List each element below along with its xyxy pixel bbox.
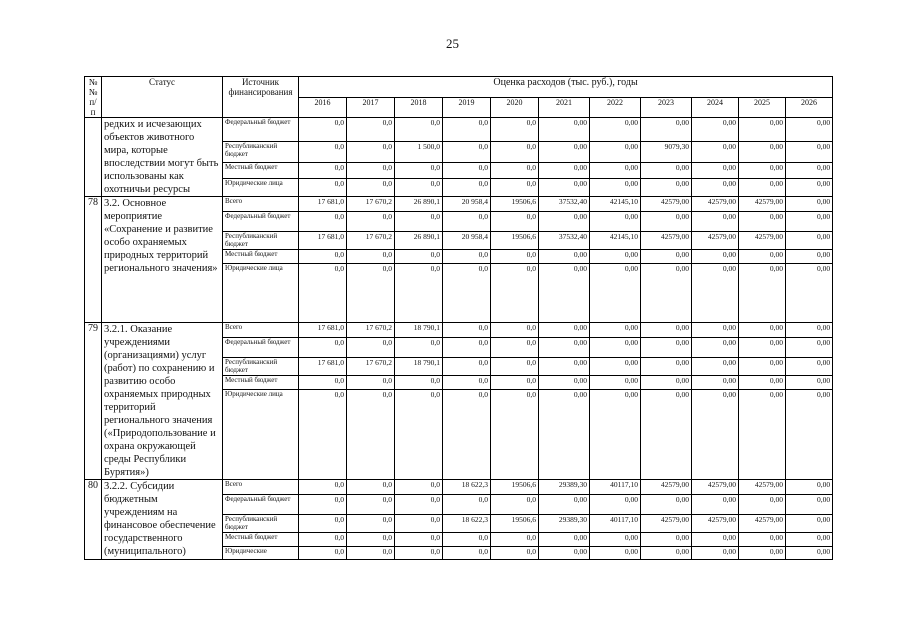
value-cell: 0,0 xyxy=(395,118,443,142)
value-cell: 0,0 xyxy=(299,376,347,390)
value-cell: 0,00 xyxy=(641,376,692,390)
value-cell: 0,00 xyxy=(641,390,692,480)
value-cell: 0,0 xyxy=(491,179,539,197)
value-cell: 0,0 xyxy=(299,495,347,515)
value-cell: 0,00 xyxy=(641,495,692,515)
value-cell: 0,00 xyxy=(739,358,786,376)
value-cell: 0,0 xyxy=(491,495,539,515)
row-number: 79 xyxy=(85,323,102,480)
value-cell: 0,00 xyxy=(692,118,739,142)
value-cell: 0,00 xyxy=(692,547,739,560)
value-cell: 0,0 xyxy=(395,264,443,323)
value-cell: 42145,10 xyxy=(590,197,641,212)
value-cell: 0,0 xyxy=(347,212,395,232)
value-cell: 0,0 xyxy=(395,547,443,560)
value-cell: 0,0 xyxy=(347,515,395,533)
value-cell: 0,00 xyxy=(739,547,786,560)
value-cell: 0,0 xyxy=(443,338,491,358)
value-cell: 0,00 xyxy=(590,264,641,323)
header-year: 2022 xyxy=(590,98,641,118)
value-cell: 0,00 xyxy=(739,338,786,358)
value-cell: 0,0 xyxy=(299,480,347,495)
header-year: 2019 xyxy=(443,98,491,118)
status-cell: 3.2.1. Оказание учреждениями (организациями) услуг (работ) по сохранению и развитию особо охраняемых природных территорий регионального значения («Природопользование и охрана окружающей среды Республики Бурятия») xyxy=(102,323,223,480)
value-cell: 0,0 xyxy=(491,323,539,338)
funding-source-cell: Местный бюджет xyxy=(223,250,299,264)
value-cell: 0,00 xyxy=(590,390,641,480)
funding-source-cell: Юридические лица xyxy=(223,179,299,197)
value-cell: 0,0 xyxy=(491,376,539,390)
value-cell: 0,00 xyxy=(590,162,641,179)
value-cell: 0,0 xyxy=(395,515,443,533)
value-cell: 0,00 xyxy=(786,250,833,264)
value-cell: 42579,00 xyxy=(692,232,739,250)
funding-source-cell: Федеральный бюджет xyxy=(223,338,299,358)
value-cell: 0,0 xyxy=(299,547,347,560)
value-cell: 0,0 xyxy=(491,547,539,560)
header-year: 2017 xyxy=(347,98,395,118)
value-cell: 0,0 xyxy=(347,338,395,358)
value-cell: 0,0 xyxy=(443,390,491,480)
value-cell: 0,00 xyxy=(641,250,692,264)
value-cell: 0,00 xyxy=(786,264,833,323)
funding-source-cell: Всего xyxy=(223,323,299,338)
value-cell: 29389,30 xyxy=(539,515,590,533)
value-cell: 0,0 xyxy=(491,533,539,547)
value-cell: 42579,00 xyxy=(739,515,786,533)
value-cell: 0,00 xyxy=(739,390,786,480)
value-cell: 0,00 xyxy=(539,323,590,338)
value-cell: 0,00 xyxy=(641,323,692,338)
funding-source-cell: Федеральный бюджет xyxy=(223,212,299,232)
value-cell: 17 670,2 xyxy=(347,323,395,338)
status-cell: 3.2. Основное мероприятие «Сохранение и развитие особо охраняемых природных территорий регионального значения» xyxy=(102,197,223,323)
value-cell: 0,0 xyxy=(347,250,395,264)
value-cell: 0,00 xyxy=(786,480,833,495)
value-cell: 0,00 xyxy=(692,390,739,480)
value-cell: 0,00 xyxy=(739,376,786,390)
value-cell: 0,00 xyxy=(786,162,833,179)
value-cell: 17 681,0 xyxy=(299,358,347,376)
value-cell: 0,00 xyxy=(786,232,833,250)
value-cell: 0,00 xyxy=(590,179,641,197)
header-source: Источник финансирования xyxy=(223,77,299,118)
value-cell: 0,00 xyxy=(692,533,739,547)
row-number: 80 xyxy=(85,480,102,560)
value-cell: 0,00 xyxy=(590,323,641,338)
value-cell: 0,00 xyxy=(590,338,641,358)
value-cell: 0,00 xyxy=(539,338,590,358)
value-cell: 0,00 xyxy=(539,118,590,142)
header-year: 2018 xyxy=(395,98,443,118)
value-cell: 0,00 xyxy=(786,179,833,197)
value-cell: 0,0 xyxy=(395,212,443,232)
value-cell: 0,0 xyxy=(491,390,539,480)
value-cell: 0,00 xyxy=(590,376,641,390)
value-cell: 17 670,2 xyxy=(347,358,395,376)
value-cell: 0,00 xyxy=(739,323,786,338)
value-cell: 0,0 xyxy=(347,118,395,142)
value-cell: 0,0 xyxy=(299,250,347,264)
value-cell: 0,00 xyxy=(641,179,692,197)
value-cell: 0,0 xyxy=(491,212,539,232)
value-cell: 0,0 xyxy=(347,495,395,515)
value-cell: 0,00 xyxy=(692,376,739,390)
value-cell: 0,00 xyxy=(641,118,692,142)
header-year: 2023 xyxy=(641,98,692,118)
header-year: 2020 xyxy=(491,98,539,118)
value-cell: 17 681,0 xyxy=(299,197,347,212)
value-cell: 0,0 xyxy=(299,179,347,197)
funding-source-cell: Всего xyxy=(223,480,299,495)
value-cell: 0,00 xyxy=(786,547,833,560)
value-cell: 0,0 xyxy=(347,264,395,323)
value-cell: 42579,00 xyxy=(641,197,692,212)
value-cell: 0,00 xyxy=(590,547,641,560)
value-cell: 0,0 xyxy=(443,118,491,142)
value-cell: 26 890,1 xyxy=(395,232,443,250)
value-cell: 0,00 xyxy=(692,358,739,376)
funding-source-cell: Республиканский бюджет xyxy=(223,141,299,162)
value-cell: 37532,40 xyxy=(539,197,590,212)
value-cell: 1 500,0 xyxy=(395,141,443,162)
funding-source-cell: Федеральный бюджет xyxy=(223,495,299,515)
value-cell: 18 790,1 xyxy=(395,323,443,338)
value-cell: 0,0 xyxy=(395,179,443,197)
value-cell: 0,00 xyxy=(692,250,739,264)
value-cell: 26 890,1 xyxy=(395,197,443,212)
value-cell: 42579,00 xyxy=(641,515,692,533)
value-cell: 0,0 xyxy=(347,162,395,179)
value-cell: 0,00 xyxy=(590,495,641,515)
value-cell: 0,00 xyxy=(641,358,692,376)
value-cell: 0,00 xyxy=(692,179,739,197)
value-cell: 0,0 xyxy=(443,250,491,264)
value-cell: 0,00 xyxy=(539,141,590,162)
value-cell: 0,0 xyxy=(347,533,395,547)
row-number: 78 xyxy=(85,197,102,323)
value-cell: 0,00 xyxy=(692,212,739,232)
value-cell: 0,00 xyxy=(739,264,786,323)
value-cell: 42579,00 xyxy=(641,232,692,250)
value-cell: 0,0 xyxy=(395,533,443,547)
value-cell: 0,00 xyxy=(786,338,833,358)
funding-source-cell: Всего xyxy=(223,197,299,212)
value-cell: 0,0 xyxy=(347,390,395,480)
value-cell: 0,00 xyxy=(641,547,692,560)
value-cell: 0,00 xyxy=(739,118,786,142)
value-cell: 0,00 xyxy=(786,390,833,480)
value-cell: 18 790,1 xyxy=(395,358,443,376)
status-cell: редких и исчезающих объектов животного мира, которые впоследствии могут быть использованы как охотничьи ресурсы xyxy=(102,118,223,197)
value-cell: 0,00 xyxy=(641,162,692,179)
value-cell: 0,00 xyxy=(641,264,692,323)
value-cell: 0,0 xyxy=(491,358,539,376)
value-cell: 0,00 xyxy=(539,533,590,547)
value-cell: 0,00 xyxy=(590,212,641,232)
value-cell: 42579,00 xyxy=(692,515,739,533)
value-cell: 20 958,4 xyxy=(443,197,491,212)
value-cell: 0,0 xyxy=(395,376,443,390)
budget-table xyxy=(84,76,833,560)
value-cell: 0,00 xyxy=(692,264,739,323)
value-cell: 0,00 xyxy=(590,533,641,547)
value-cell: 0,0 xyxy=(299,264,347,323)
value-cell: 0,00 xyxy=(739,179,786,197)
value-cell: 0,0 xyxy=(347,141,395,162)
value-cell: 0,00 xyxy=(590,118,641,142)
value-cell: 0,0 xyxy=(395,162,443,179)
page-number: 25 xyxy=(446,36,459,51)
value-cell: 0,0 xyxy=(443,533,491,547)
value-cell: 0,00 xyxy=(692,162,739,179)
value-cell: 19506,6 xyxy=(491,232,539,250)
value-cell: 0,0 xyxy=(299,390,347,480)
value-cell: 0,0 xyxy=(395,480,443,495)
status-cell: 3.2.2. Субсидии бюджетным учреждениям на финансовое обеспечение государственного (муниципального) xyxy=(102,480,223,560)
value-cell: 0,00 xyxy=(739,250,786,264)
value-cell: 18 622,3 xyxy=(443,515,491,533)
header-year: 2024 xyxy=(692,98,739,118)
value-cell: 0,0 xyxy=(491,141,539,162)
value-cell: 0,0 xyxy=(299,515,347,533)
value-cell: 0,0 xyxy=(491,264,539,323)
value-cell: 40117,10 xyxy=(590,515,641,533)
value-cell: 0,0 xyxy=(491,250,539,264)
value-cell: 0,00 xyxy=(641,212,692,232)
value-cell: 0,0 xyxy=(299,162,347,179)
value-cell: 42579,00 xyxy=(739,480,786,495)
value-cell: 0,0 xyxy=(491,162,539,179)
value-cell: 0,00 xyxy=(539,358,590,376)
value-cell: 40117,10 xyxy=(590,480,641,495)
header-status: Статус xyxy=(102,77,223,118)
funding-source-cell: Республиканский бюджет xyxy=(223,515,299,533)
value-cell: 0,00 xyxy=(786,358,833,376)
value-cell: 0,00 xyxy=(641,533,692,547)
table-row xyxy=(85,480,833,495)
value-cell: 0,0 xyxy=(395,250,443,264)
value-cell: 42579,00 xyxy=(739,232,786,250)
value-cell: 0,0 xyxy=(443,358,491,376)
header-estimate: Оценка расходов (тыс. руб.), годы xyxy=(299,77,833,98)
value-cell: 42579,00 xyxy=(641,480,692,495)
value-cell: 0,00 xyxy=(590,250,641,264)
value-cell: 0,00 xyxy=(539,264,590,323)
value-cell: 42579,00 xyxy=(739,197,786,212)
funding-source-cell: Юридические xyxy=(223,547,299,560)
value-cell: 0,00 xyxy=(786,495,833,515)
table-row xyxy=(85,118,833,142)
value-cell: 0,00 xyxy=(539,212,590,232)
value-cell: 0,0 xyxy=(443,495,491,515)
value-cell: 0,0 xyxy=(395,390,443,480)
funding-source-cell: Местный бюджет xyxy=(223,376,299,390)
value-cell: 29389,30 xyxy=(539,480,590,495)
value-cell: 0,00 xyxy=(786,118,833,142)
value-cell: 0,0 xyxy=(443,179,491,197)
funding-source-cell: Республиканский бюджет xyxy=(223,358,299,376)
value-cell: 0,0 xyxy=(395,495,443,515)
value-cell: 0,0 xyxy=(299,212,347,232)
value-cell: 17 681,0 xyxy=(299,232,347,250)
value-cell: 0,0 xyxy=(299,118,347,142)
value-cell: 18 622,3 xyxy=(443,480,491,495)
header-year: 2016 xyxy=(299,98,347,118)
value-cell: 19506,6 xyxy=(491,515,539,533)
value-cell: 20 958,4 xyxy=(443,232,491,250)
value-cell: 42145,10 xyxy=(590,232,641,250)
value-cell: 0,0 xyxy=(491,338,539,358)
value-cell: 17 670,2 xyxy=(347,197,395,212)
value-cell: 0,00 xyxy=(539,376,590,390)
value-cell: 0,00 xyxy=(786,323,833,338)
funding-source-cell: Юридические лица xyxy=(223,390,299,480)
value-cell: 0,00 xyxy=(641,338,692,358)
table-row xyxy=(85,197,833,212)
value-cell: 0,0 xyxy=(443,141,491,162)
value-cell: 37532,40 xyxy=(539,232,590,250)
row-number xyxy=(85,118,102,197)
value-cell: 0,00 xyxy=(692,495,739,515)
value-cell: 0,0 xyxy=(491,118,539,142)
value-cell: 0,0 xyxy=(443,376,491,390)
value-cell: 0,0 xyxy=(347,376,395,390)
value-cell: 19506,6 xyxy=(491,197,539,212)
value-cell: 0,00 xyxy=(786,515,833,533)
value-cell: 0,00 xyxy=(590,141,641,162)
header-year: 2021 xyxy=(539,98,590,118)
funding-source-cell: Республиканский бюджет xyxy=(223,232,299,250)
value-cell: 0,0 xyxy=(395,338,443,358)
value-cell: 0,00 xyxy=(739,141,786,162)
value-cell: 9079,30 xyxy=(641,141,692,162)
table-row xyxy=(85,323,833,338)
value-cell: 0,0 xyxy=(443,264,491,323)
value-cell: 0,0 xyxy=(299,533,347,547)
value-cell: 0,00 xyxy=(739,162,786,179)
value-cell: 17 681,0 xyxy=(299,323,347,338)
value-cell: 0,00 xyxy=(786,197,833,212)
value-cell: 42579,00 xyxy=(692,480,739,495)
value-cell: 0,00 xyxy=(539,179,590,197)
value-cell: 0,0 xyxy=(347,179,395,197)
value-cell: 0,0 xyxy=(347,547,395,560)
funding-source-cell: Местный бюджет xyxy=(223,162,299,179)
value-cell: 19506,6 xyxy=(491,480,539,495)
value-cell: 0,00 xyxy=(539,250,590,264)
value-cell: 0,00 xyxy=(739,495,786,515)
value-cell: 0,0 xyxy=(443,323,491,338)
value-cell: 0,00 xyxy=(786,212,833,232)
value-cell: 0,00 xyxy=(786,376,833,390)
funding-source-cell: Местный бюджет xyxy=(223,533,299,547)
funding-source-cell: Федеральный бюджет xyxy=(223,118,299,142)
value-cell: 0,0 xyxy=(347,480,395,495)
value-cell: 0,00 xyxy=(692,338,739,358)
value-cell: 0,0 xyxy=(443,212,491,232)
value-cell: 0,00 xyxy=(539,390,590,480)
table-body xyxy=(85,118,833,560)
value-cell: 0,00 xyxy=(692,323,739,338)
value-cell: 0,0 xyxy=(299,338,347,358)
value-cell: 0,0 xyxy=(443,162,491,179)
value-cell: 0,00 xyxy=(739,212,786,232)
value-cell: 42579,00 xyxy=(692,197,739,212)
funding-source-cell: Юридические лица xyxy=(223,264,299,323)
value-cell: 0,00 xyxy=(739,533,786,547)
value-cell: 0,00 xyxy=(590,358,641,376)
value-cell: 0,0 xyxy=(299,141,347,162)
value-cell: 0,00 xyxy=(539,162,590,179)
header-year: 2025 xyxy=(739,98,786,118)
header-num: № № п/п xyxy=(85,77,102,118)
value-cell: 0,00 xyxy=(786,141,833,162)
value-cell: 0,0 xyxy=(443,547,491,560)
header-year: 2026 xyxy=(786,98,833,118)
value-cell: 0,00 xyxy=(692,141,739,162)
value-cell: 0,00 xyxy=(786,533,833,547)
value-cell: 17 670,2 xyxy=(347,232,395,250)
value-cell: 0,00 xyxy=(539,547,590,560)
value-cell: 0,00 xyxy=(539,495,590,515)
